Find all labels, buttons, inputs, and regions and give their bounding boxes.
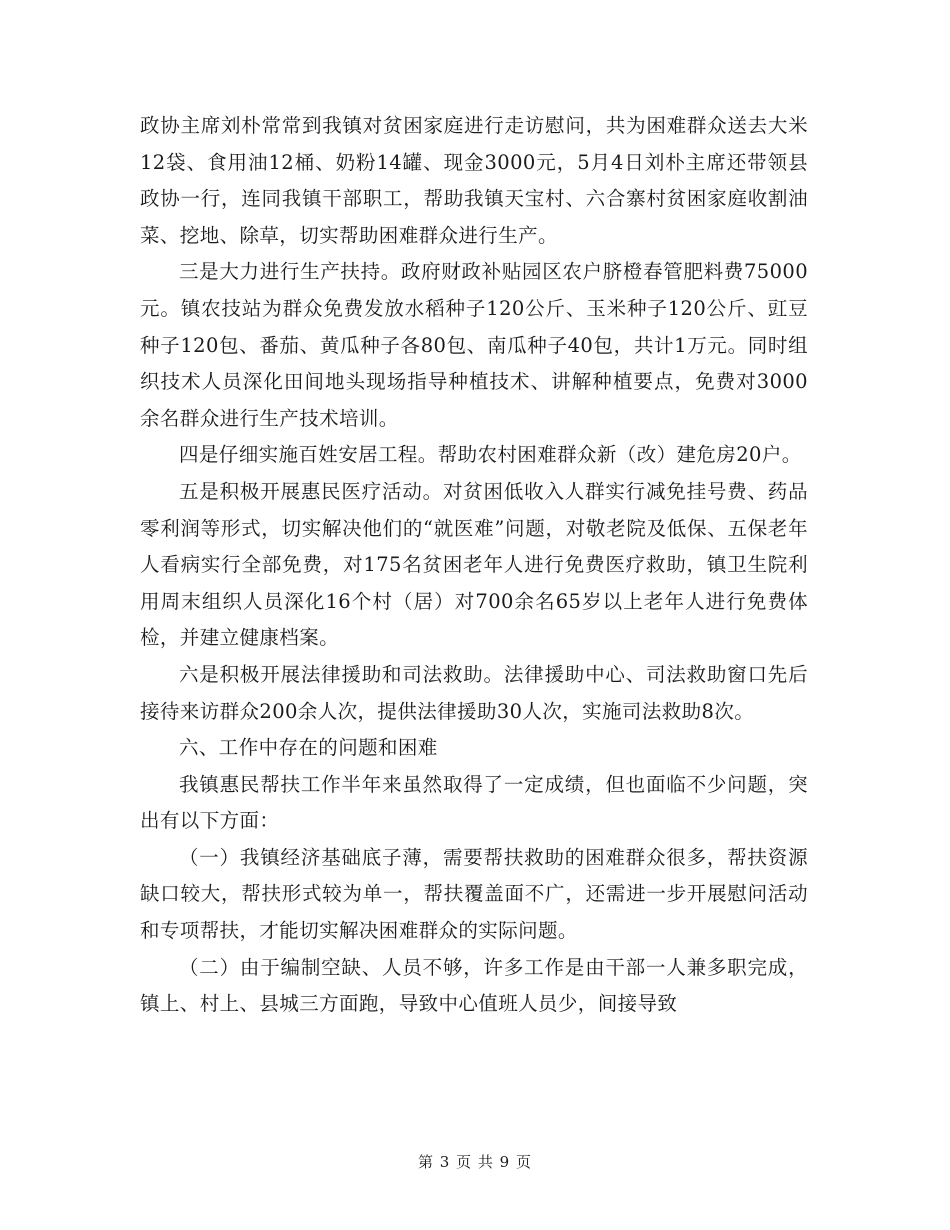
paragraph-legal-aid: 六是积极开展法律援助和司法救助。法律援助中心、司法救助窗口先后接待来访群众200余人次，提供法律援助30人次，实施司法救助8次。 (140, 662, 808, 723)
paragraph-continuation: 政协主席刘朴常常到我镇对贫困家庭进行走访慰问，共为困难群众送去大米12袋、食用油12桶、奶粉14罐、现金3000元，5月4日刘朴主席还带领县政协一行，连同我镇干部职工，帮助我镇天宝村、六合寨村贫困家庭收割油菜、挖地、除草，切实帮助困难群众进行生产。 (140, 114, 808, 247)
paragraph-production-support: 三是大力进行生产扶持。政府财政补贴园区农户脐橙春管肥料费75000元。镇农技站为群众免费发放水稻种子120公斤、玉米种子120公斤、豇豆种子120包、番茄、黄瓜种子各80包、南瓜种子40包，共计1万元。同时组织技术人员深化田间地头现场指导种植技术、讲解种植要点，免费对3000余名群众进行生产技术培训。 (140, 260, 808, 430)
document-body (140, 108, 808, 1023)
paragraph-problem-two: （二）由于编制空缺、人员不够，许多工作是由干部一人兼多职完成，镇上、村上、县城三方面跑，导致中心值班人员少，间接导致 (140, 955, 808, 1016)
paragraph-housing-project: 四是仔细实施百姓安居工程。帮助农村困难群众新（改）建危房20户。 (179, 443, 802, 467)
section-heading-problems: 六、工作中存在的问题和困难 (179, 736, 438, 760)
paragraph-medical-activity: 五是积极开展惠民医疗活动。对贫困低收入人群实行减免挂号费、药品零利润等形式，切实解决他们的“就医难”问题，对敬老院及低保、五保老年人看病实行全部免费，对175名贫困老年人进行免费医疗救助，镇卫生院利用周末组织人员深化16个村（居）对700余名65岁以上老年人进行免费体检，并建立健康档案。 (140, 479, 808, 650)
paragraph-problem-one: （一）我镇经济基础底子薄，需要帮扶救助的困难群众很多，帮扶资源缺口较大，帮扶形式较为单一，帮扶覆盖面不广，还需进一步开展慰问活动和专项帮扶，才能切实解决困难群众的实际问题。 (140, 845, 808, 943)
paragraph-problems-intro: 我镇惠民帮扶工作半年来虽然取得了一定成绩，但也面临不少问题，突出有以下方面： (140, 772, 808, 833)
page-footer: 第 3 页 共 9 页 (418, 1153, 532, 1171)
